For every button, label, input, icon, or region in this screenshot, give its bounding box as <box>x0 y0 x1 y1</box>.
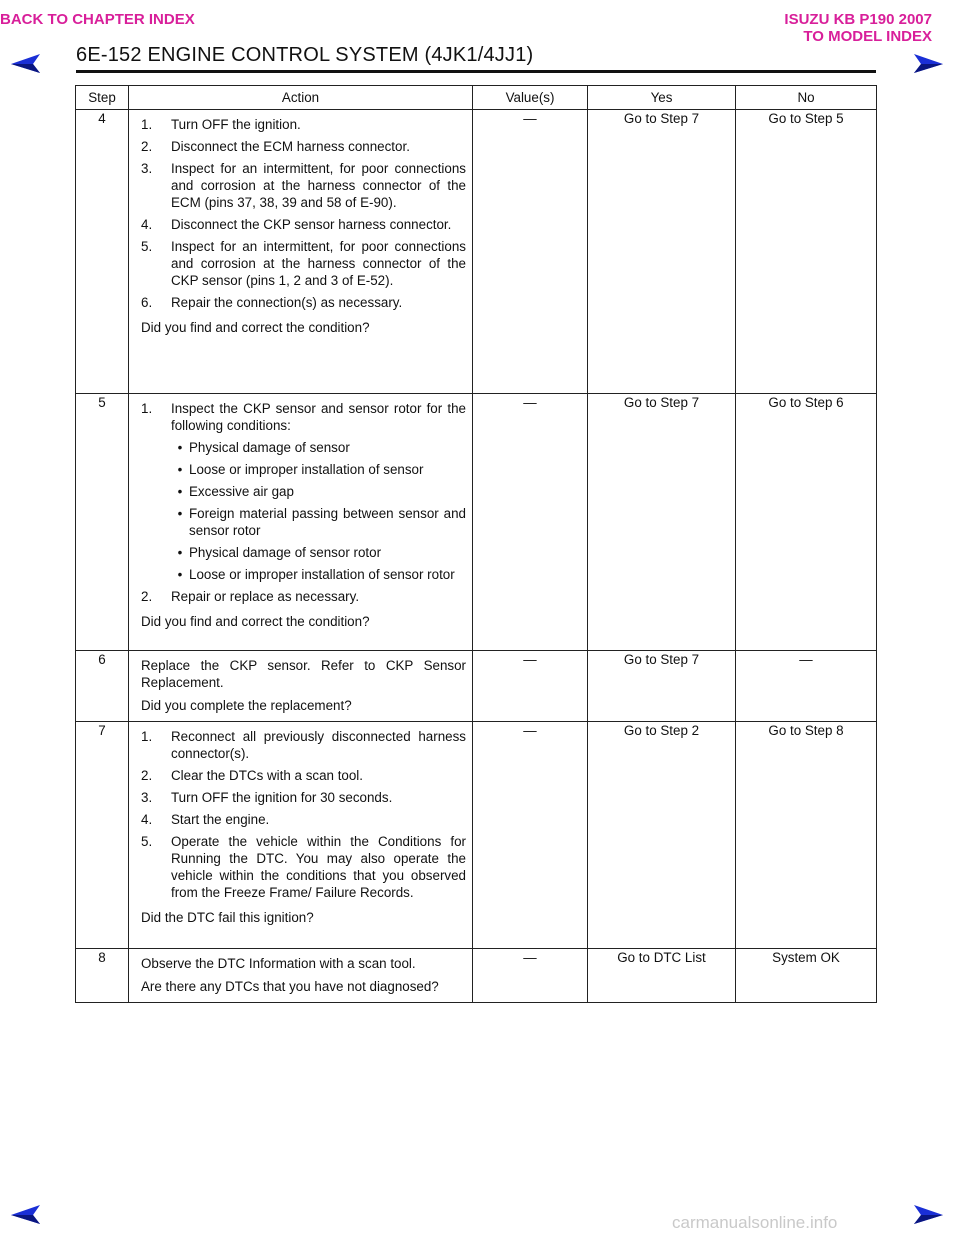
arrow-right-icon[interactable] <box>910 1201 944 1227</box>
title-rule <box>76 70 876 73</box>
no-cell: Go to Step 5 <box>736 110 877 394</box>
list-item: 5. Operate the vehicle within the Conditions for Running the DTC. You may also operate the vehicle within the conditions that you observed from the Freeze Frame/ Failure Records. <box>141 834 466 900</box>
table-row <box>76 110 877 394</box>
arrow-left-icon[interactable] <box>10 50 44 76</box>
to-model-index-link[interactable]: TO MODEL INDEX <box>803 28 932 45</box>
yes-cell: Go to Step 2 <box>588 722 736 949</box>
list-item: 5. Inspect for an intermittent, for poor connections and corrosion at the harness connector of the CKP sensor (pins 1, 2 and 3 of E-52). <box>141 239 466 288</box>
list-item: 1. Turn OFF the ignition. <box>141 117 301 132</box>
bullet-item: • Loose or improper installation of sensor rotor <box>177 567 455 582</box>
list-item: 1. Reconnect all previously disconnected harness connector(s). <box>141 729 466 761</box>
step-number: 4 <box>76 110 129 394</box>
list-item: 2. Repair or replace as necessary. <box>141 589 360 604</box>
table-row <box>76 651 877 722</box>
action-cell <box>129 651 473 722</box>
arrow-left-icon[interactable] <box>10 1201 44 1227</box>
value-cell: — <box>473 110 588 394</box>
question-text: Did you find and correct the condition? <box>141 320 370 335</box>
no-cell: Go to Step 6 <box>736 394 877 651</box>
list-item: 1. Inspect the CKP sensor and sensor rotor for the following conditions: <box>141 401 466 433</box>
action-cell <box>129 722 473 949</box>
watermark: carmanualsonline.info <box>672 1213 838 1232</box>
question-text: Are there any DTCs that you have not diagnosed? <box>141 979 439 994</box>
table-row <box>76 722 877 949</box>
action-text: Replace the CKP sensor. Refer to CKP Sensor Replacement. <box>141 658 466 690</box>
header-step: Step <box>76 86 129 110</box>
list-item: 4. Disconnect the CKP sensor harness connector. <box>141 217 452 232</box>
header-yes: Yes <box>588 86 736 110</box>
step-number: 6 <box>76 651 129 722</box>
list-item: 3. Turn OFF the ignition for 30 seconds. <box>141 790 393 805</box>
yes-cell: Go to Step 7 <box>588 394 736 651</box>
value-cell: — <box>473 394 588 651</box>
bullet-item: • Physical damage of sensor <box>177 440 350 455</box>
list-item: 3. Inspect for an intermittent, for poor connections and corrosion at the harness connector of the ECM (pins 37, 38, 39 and 58 of E-90). <box>141 161 466 210</box>
list-item: 2. Clear the DTCs with a scan tool. <box>141 768 364 783</box>
page-title: 6E-152 ENGINE CONTROL SYSTEM (4JK1/4JJ1) <box>76 44 534 66</box>
action-cell <box>129 394 473 651</box>
bullet-item: • Foreign material passing between sensor and sensor rotor <box>177 506 466 538</box>
yes-cell: Go to DTC List <box>588 949 736 1003</box>
model-title-link[interactable]: ISUZU KB P190 2007 <box>784 11 932 28</box>
bullet-list <box>171 439 466 583</box>
value-cell: — <box>473 949 588 1003</box>
list-item: 2. Disconnect the ECM harness connector. <box>141 139 410 154</box>
step-number: 7 <box>76 722 129 949</box>
header-no: No <box>736 86 877 110</box>
bullet-item: • Excessive air gap <box>177 484 294 499</box>
question-text: Did you find and correct the condition? <box>141 614 370 629</box>
list-item: 6. Repair the connection(s) as necessary. <box>141 295 403 310</box>
back-to-chapter-index-link[interactable]: BACK TO CHAPTER INDEX <box>0 11 195 28</box>
action-cell <box>129 949 473 1003</box>
step-number: 8 <box>76 949 129 1003</box>
step-number: 5 <box>76 394 129 651</box>
bullet-item: • Physical damage of sensor rotor <box>177 545 382 560</box>
no-cell: Go to Step 8 <box>736 722 877 949</box>
table-row <box>76 949 877 1003</box>
list-item: 4. Start the engine. <box>141 812 270 827</box>
action-cell <box>129 110 473 394</box>
table-row <box>76 394 877 651</box>
yes-cell: Go to Step 7 <box>588 651 736 722</box>
value-cell: — <box>473 722 588 949</box>
table-header-row <box>76 86 877 110</box>
diagnostic-table <box>75 85 877 1003</box>
header-action: Action <box>129 86 473 110</box>
arrow-right-icon[interactable] <box>910 50 944 76</box>
bullet-item: • Loose or improper installation of sensor <box>177 462 424 477</box>
no-cell: System OK <box>736 949 877 1003</box>
action-text: Observe the DTC Information with a scan tool. <box>141 956 416 971</box>
no-cell: — <box>736 651 877 722</box>
header-values: Value(s) <box>473 86 588 110</box>
value-cell: — <box>473 651 588 722</box>
question-text: Did you complete the replacement? <box>141 698 352 713</box>
yes-cell: Go to Step 7 <box>588 110 736 394</box>
question-text: Did the DTC fail this ignition? <box>141 910 314 925</box>
